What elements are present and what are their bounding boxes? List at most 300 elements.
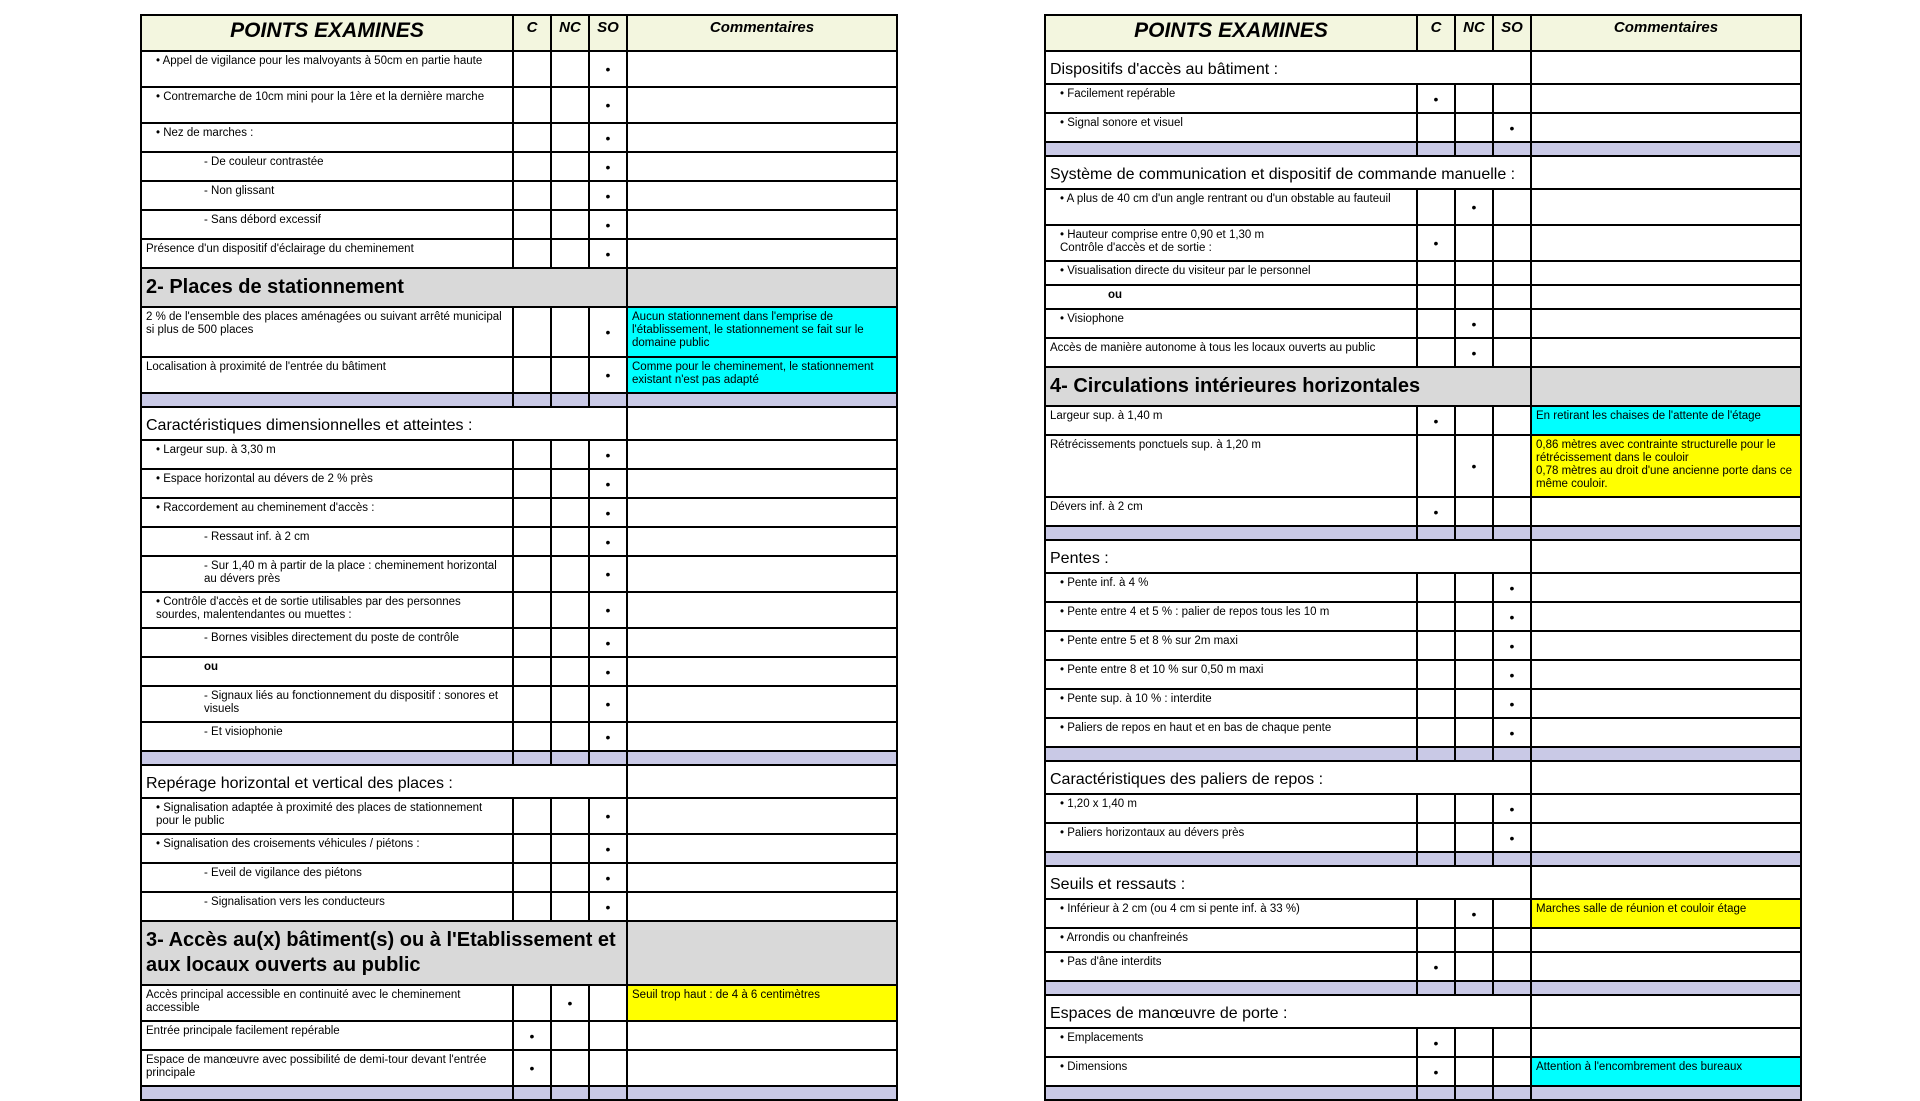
section-heading-row xyxy=(141,268,897,307)
status-cell-c xyxy=(1417,928,1455,952)
point-label: • Espace horizontal au dévers de 2 % près xyxy=(141,469,513,498)
status-cell-c xyxy=(513,87,551,123)
subheading-title: Pentes : xyxy=(1045,540,1531,573)
status-cell-nc xyxy=(551,556,589,592)
separator-cell xyxy=(1417,981,1455,995)
status-cell-nc xyxy=(1455,338,1493,367)
status-cell-so xyxy=(1493,899,1531,928)
section-heading-row xyxy=(141,921,897,985)
checklist-row xyxy=(1045,113,1801,142)
status-cell-c xyxy=(513,722,551,751)
status-cell-c xyxy=(513,657,551,686)
comment-cell xyxy=(627,123,897,152)
comment-cell: Aucun stationnement dans l'emprise de l'établissement, le stationnement se fait sur le domaine public xyxy=(627,307,897,357)
checklist-row xyxy=(1045,189,1801,225)
status-mark-so: • xyxy=(605,129,611,146)
status-mark-c: • xyxy=(1433,412,1439,429)
status-cell-nc xyxy=(551,1050,589,1086)
section-comment-cell xyxy=(627,921,897,985)
comment-cell xyxy=(627,628,897,657)
point-label: • Pente inf. à 4 % xyxy=(1045,573,1417,602)
status-cell-c xyxy=(1417,309,1455,338)
status-cell-so xyxy=(589,892,627,921)
separator-cell xyxy=(1493,852,1531,866)
status-cell-nc xyxy=(1455,823,1493,852)
status-mark-so: • xyxy=(605,504,611,521)
separator-cell xyxy=(1455,526,1493,540)
status-cell-c xyxy=(513,985,551,1021)
header-comments: Commentaires xyxy=(1531,15,1801,51)
checklist-table-left xyxy=(140,14,898,1101)
comment-cell xyxy=(627,834,897,863)
status-cell-nc xyxy=(1455,435,1493,497)
comment-cell xyxy=(627,657,897,686)
checklist-row xyxy=(1045,309,1801,338)
status-cell-nc xyxy=(551,628,589,657)
separator-cell xyxy=(589,751,627,765)
comment-cell: Comme pour le cheminement, le stationnement existant n'est pas adapté xyxy=(627,357,897,393)
checklist-row xyxy=(141,123,897,152)
status-mark-so: • xyxy=(605,533,611,550)
point-label: • Pente sup. à 10 % : interdite xyxy=(1045,689,1417,718)
status-mark-so: • xyxy=(605,216,611,233)
status-cell-nc xyxy=(1455,573,1493,602)
status-cell-so xyxy=(1493,261,1531,285)
status-mark-so: • xyxy=(605,898,611,915)
status-cell-nc xyxy=(551,181,589,210)
status-cell-c xyxy=(1417,113,1455,142)
section-title: 2- Places de stationnement xyxy=(141,268,627,307)
status-mark-so: • xyxy=(605,869,611,886)
comment-cell xyxy=(627,152,897,181)
status-cell-so xyxy=(589,556,627,592)
comment-cell xyxy=(1531,952,1801,981)
separator-cell xyxy=(551,1086,589,1100)
status-cell-so xyxy=(1493,573,1531,602)
status-cell-so xyxy=(1493,660,1531,689)
status-cell-nc xyxy=(1455,309,1493,338)
comment-cell xyxy=(1531,1028,1801,1057)
status-cell-c xyxy=(1417,1028,1455,1057)
checklist-row xyxy=(141,985,897,1021)
separator-cell xyxy=(1493,526,1531,540)
separator-cell xyxy=(513,1086,551,1100)
status-cell-so xyxy=(1493,497,1531,526)
checklist-row xyxy=(141,51,897,87)
status-mark-so: • xyxy=(1509,119,1515,136)
status-cell-nc xyxy=(1455,113,1493,142)
separator-cell xyxy=(627,1086,897,1100)
separator-row xyxy=(1045,142,1801,156)
status-cell-so xyxy=(1493,928,1531,952)
comment-cell xyxy=(1531,866,1801,899)
status-cell-c xyxy=(513,556,551,592)
checklist-row xyxy=(1045,602,1801,631)
point-label: • Raccordement au cheminement d'accès : xyxy=(141,498,513,527)
section-title: 4- Circulations intérieures horizontales xyxy=(1045,367,1531,406)
status-cell-nc xyxy=(1455,1028,1493,1057)
header-nc: NC xyxy=(551,15,589,51)
checklist-left-page xyxy=(140,14,896,1101)
comment-cell xyxy=(1531,718,1801,747)
status-cell-c xyxy=(1417,899,1455,928)
separator-cell xyxy=(141,751,513,765)
separator-row xyxy=(1045,852,1801,866)
comment-cell xyxy=(1531,602,1801,631)
comment-cell xyxy=(627,181,897,210)
status-mark-c: • xyxy=(529,1060,535,1076)
separator-cell xyxy=(513,393,551,407)
status-cell-so xyxy=(1493,113,1531,142)
subheading-title: Caractéristiques dimensionnelles et atteintes : xyxy=(141,407,627,440)
separator-cell xyxy=(1455,1086,1493,1100)
checklist-row xyxy=(1045,823,1801,852)
point-label: Localisation à proximité de l'entrée du bâtiment xyxy=(141,357,513,393)
checklist-row xyxy=(141,152,897,181)
status-cell-c xyxy=(1417,285,1455,309)
checklist-row xyxy=(1045,406,1801,435)
separator-cell xyxy=(1417,852,1455,866)
separator-cell xyxy=(1493,142,1531,156)
comment-cell xyxy=(1531,156,1801,189)
comment-cell xyxy=(1531,761,1801,794)
point-label: Espace de manœuvre avec possibilité de demi-tour devant l'entrée principale xyxy=(141,1050,513,1086)
separator-cell xyxy=(551,393,589,407)
status-cell-c xyxy=(1417,952,1455,981)
comment-cell xyxy=(1531,285,1801,309)
status-cell-c xyxy=(1417,718,1455,747)
status-mark-so: • xyxy=(1509,800,1515,817)
comment-cell xyxy=(1531,540,1801,573)
point-label: Présence d'un dispositif d'éclairage du cheminement xyxy=(141,239,513,268)
point-label: • Pente entre 4 et 5 % : palier de repos tous les 10 m xyxy=(1045,602,1417,631)
status-cell-c xyxy=(1417,84,1455,113)
separator-cell xyxy=(1531,526,1801,540)
status-cell-so xyxy=(1493,189,1531,225)
point-label: • Pente entre 8 et 10 % sur 0,50 m maxi xyxy=(1045,660,1417,689)
separator-row xyxy=(1045,526,1801,540)
status-cell-so xyxy=(1493,435,1531,497)
comment-cell xyxy=(627,469,897,498)
section-comment-cell xyxy=(627,268,897,307)
point-label: • Hauteur comprise entre 0,90 et 1,30 m Contrôle d'accès et de sortie : xyxy=(1045,225,1417,261)
subheading-title: Caractéristiques des paliers de repos : xyxy=(1045,761,1531,794)
checklist-row xyxy=(1045,261,1801,285)
separator-cell xyxy=(1455,981,1493,995)
comment-cell xyxy=(627,686,897,722)
comment-cell: En retirant les chaises de l'attente de l'étage xyxy=(1531,406,1801,435)
status-cell-nc xyxy=(551,51,589,87)
comment-cell xyxy=(627,863,897,892)
status-cell-so xyxy=(589,210,627,239)
status-cell-so xyxy=(589,527,627,556)
status-cell-so xyxy=(589,87,627,123)
status-mark-nc: • xyxy=(1471,344,1477,361)
subheading-row xyxy=(141,765,897,798)
separator-cell xyxy=(1493,747,1531,761)
status-cell-c xyxy=(1417,602,1455,631)
status-mark-so: • xyxy=(1509,579,1515,596)
status-mark-so: • xyxy=(605,808,611,824)
status-cell-c xyxy=(513,628,551,657)
point-label: - Et visiophonie xyxy=(141,722,513,751)
status-cell-nc xyxy=(551,469,589,498)
status-mark-c: • xyxy=(1433,1034,1439,1051)
status-cell-c xyxy=(1417,1057,1455,1086)
comment-cell xyxy=(627,1021,897,1050)
status-cell-nc xyxy=(551,210,589,239)
status-mark-so: • xyxy=(605,97,611,113)
comment-cell xyxy=(627,765,897,798)
comment-cell xyxy=(1531,338,1801,367)
comment-cell xyxy=(1531,928,1801,952)
status-cell-so xyxy=(1493,631,1531,660)
checklist-row xyxy=(141,863,897,892)
header-points: POINTS EXAMINES xyxy=(1045,15,1417,51)
point-label: ou xyxy=(141,657,513,686)
separator-cell xyxy=(1493,981,1531,995)
status-mark-c: • xyxy=(1433,90,1439,107)
header-so: SO xyxy=(1493,15,1531,51)
status-cell-nc xyxy=(551,440,589,469)
status-cell-so xyxy=(589,686,627,722)
point-label: • Signalisation des croisements véhicules / piétons : xyxy=(141,834,513,863)
status-cell-nc xyxy=(1455,689,1493,718)
separator-cell xyxy=(1045,852,1417,866)
status-mark-so: • xyxy=(605,566,611,582)
status-mark-so: • xyxy=(605,696,611,712)
status-cell-so xyxy=(1493,406,1531,435)
status-cell-nc xyxy=(1455,84,1493,113)
separator-cell xyxy=(627,393,897,407)
point-label: • Arrondis ou chanfreinés xyxy=(1045,928,1417,952)
status-mark-nc: • xyxy=(1471,199,1477,215)
status-mark-so: • xyxy=(1509,666,1515,683)
comment-cell xyxy=(1531,631,1801,660)
status-cell-so xyxy=(589,834,627,863)
comment-cell xyxy=(1531,309,1801,338)
status-cell-so xyxy=(589,985,627,1021)
checklist-row xyxy=(141,834,897,863)
status-cell-nc xyxy=(1455,497,1493,526)
point-label: • Appel de vigilance pour les malvoyants à 50cm en partie haute xyxy=(141,51,513,87)
comment-cell xyxy=(1531,497,1801,526)
separator-row xyxy=(1045,747,1801,761)
subheading-row xyxy=(1045,156,1801,189)
separator-cell xyxy=(589,393,627,407)
checklist-row xyxy=(1045,660,1801,689)
point-label: • Contrôle d'accès et de sortie utilisables par des personnes sourdes, malentendantes ou muettes : xyxy=(141,592,513,628)
status-cell-so xyxy=(1493,952,1531,981)
separator-cell xyxy=(1493,1086,1531,1100)
status-cell-nc xyxy=(551,307,589,357)
status-cell-so xyxy=(1493,1028,1531,1057)
comment-cell: 0,86 mètres avec contrainte structurelle pour le rétrécissement dans le couloir 0,78 mètres au droit d'une ancienne porte dans ce même couloir. xyxy=(1531,435,1801,497)
status-cell-nc xyxy=(551,123,589,152)
subheading-row xyxy=(1045,995,1801,1028)
status-cell-nc xyxy=(551,722,589,751)
checklist-row xyxy=(141,87,897,123)
checklist-row xyxy=(141,556,897,592)
status-cell-nc xyxy=(1455,1057,1493,1086)
status-cell-c xyxy=(1417,435,1455,497)
checklist-row xyxy=(141,440,897,469)
comment-cell xyxy=(1531,84,1801,113)
separator-row xyxy=(141,393,897,407)
status-cell-c xyxy=(1417,660,1455,689)
point-label: - Sur 1,40 m à partir de la place : cheminement horizontal au dévers près xyxy=(141,556,513,592)
status-cell-c xyxy=(513,51,551,87)
subheading-row xyxy=(141,407,897,440)
checklist-table-right xyxy=(1044,14,1802,1101)
separator-cell xyxy=(551,751,589,765)
checklist-row xyxy=(1045,338,1801,367)
point-label: • Nez de marches : xyxy=(141,123,513,152)
point-label: - Bornes visibles directement du poste de contrôle xyxy=(141,628,513,657)
status-cell-c xyxy=(513,863,551,892)
checklist-row xyxy=(1045,84,1801,113)
comment-cell xyxy=(1531,573,1801,602)
point-label: - Non glissant xyxy=(141,181,513,210)
separator-cell xyxy=(1455,142,1493,156)
status-cell-so xyxy=(1493,84,1531,113)
point-label: • Paliers horizontaux au dévers près xyxy=(1045,823,1417,852)
subheading-row xyxy=(1045,761,1801,794)
separator-cell xyxy=(1531,981,1801,995)
point-label: • Signalisation adaptée à proximité des places de stationnement pour le public xyxy=(141,798,513,834)
comment-cell xyxy=(627,1050,897,1086)
status-cell-c xyxy=(513,834,551,863)
status-mark-so: • xyxy=(605,187,611,204)
comment-cell xyxy=(1531,261,1801,285)
status-cell-nc xyxy=(551,657,589,686)
point-label: • Visualisation directe du visiteur par le personnel xyxy=(1045,261,1417,285)
subheading-row xyxy=(1045,540,1801,573)
checklist-row xyxy=(141,1021,897,1050)
status-cell-c xyxy=(513,123,551,152)
status-mark-so: • xyxy=(605,324,611,340)
point-label: • A plus de 40 cm d'un angle rentrant ou d'un obstable au fauteuil xyxy=(1045,189,1417,225)
separator-cell xyxy=(1455,852,1493,866)
status-cell-c xyxy=(513,1050,551,1086)
status-cell-nc xyxy=(1455,660,1493,689)
separator-cell xyxy=(1045,747,1417,761)
status-cell-nc xyxy=(1455,261,1493,285)
table-body-left xyxy=(141,51,897,1100)
checklist-row xyxy=(1045,285,1801,309)
header-c: C xyxy=(1417,15,1455,51)
status-cell-so xyxy=(589,123,627,152)
checklist-row xyxy=(1045,689,1801,718)
status-cell-nc xyxy=(1455,285,1493,309)
status-cell-so xyxy=(1493,338,1531,367)
status-cell-so xyxy=(1493,718,1531,747)
point-label: • Pas d'âne interdits xyxy=(1045,952,1417,981)
status-cell-so xyxy=(589,440,627,469)
status-mark-so: • xyxy=(605,446,611,463)
comment-cell xyxy=(627,892,897,921)
point-label: • Contremarche de 10cm mini pour la 1ère et la dernière marche xyxy=(141,87,513,123)
status-cell-c xyxy=(513,686,551,722)
comment-cell: Attention à l'encombrement des bureaux xyxy=(1531,1057,1801,1086)
status-cell-nc xyxy=(1455,928,1493,952)
comment-cell xyxy=(1531,823,1801,852)
comment-cell xyxy=(627,498,897,527)
comment-cell xyxy=(1531,51,1801,84)
status-cell-c xyxy=(513,469,551,498)
point-label: Dévers inf. à 2 cm xyxy=(1045,497,1417,526)
section-heading-row xyxy=(1045,367,1801,406)
status-cell-c xyxy=(513,152,551,181)
comment-cell xyxy=(627,87,897,123)
comment-cell xyxy=(1531,660,1801,689)
status-cell-so xyxy=(1493,794,1531,823)
status-mark-c: • xyxy=(529,1027,535,1044)
subheading-title: Système de communication et dispositif de commande manuelle : xyxy=(1045,156,1531,189)
status-mark-nc: • xyxy=(1471,315,1477,332)
status-cell-nc xyxy=(551,798,589,834)
point-label: - Signalisation vers les conducteurs xyxy=(141,892,513,921)
checklist-row xyxy=(1045,899,1801,928)
checklist-row xyxy=(141,628,897,657)
point-label: - Sans débord excessif xyxy=(141,210,513,239)
comment-cell xyxy=(1531,689,1801,718)
status-cell-c xyxy=(513,592,551,628)
status-cell-nc xyxy=(551,834,589,863)
separator-cell xyxy=(1531,1086,1801,1100)
status-mark-c: • xyxy=(1433,235,1439,251)
status-cell-so xyxy=(589,152,627,181)
point-label: • Facilement repérable xyxy=(1045,84,1417,113)
status-cell-so xyxy=(589,628,627,657)
status-mark-so: • xyxy=(605,61,611,77)
comment-cell xyxy=(1531,189,1801,225)
status-cell-nc xyxy=(1455,794,1493,823)
checklist-row xyxy=(141,210,897,239)
point-label: ou xyxy=(1045,285,1417,309)
point-label: • Inférieur à 2 cm (ou 4 cm si pente inf. à 33 %) xyxy=(1045,899,1417,928)
checklist-row xyxy=(1045,631,1801,660)
separator-cell xyxy=(1531,747,1801,761)
comment-cell xyxy=(627,239,897,268)
status-mark-so: • xyxy=(1509,637,1515,654)
status-mark-so: • xyxy=(605,475,611,492)
table-header xyxy=(141,15,897,51)
status-cell-c xyxy=(513,440,551,469)
separator-row xyxy=(141,751,897,765)
status-cell-so xyxy=(1493,602,1531,631)
status-mark-so: • xyxy=(605,158,611,175)
comment-cell xyxy=(627,592,897,628)
status-cell-so xyxy=(589,181,627,210)
checklist-row xyxy=(141,357,897,393)
table-body-right xyxy=(1045,51,1801,1100)
separator-cell xyxy=(1045,526,1417,540)
status-cell-nc xyxy=(1455,631,1493,660)
point-label: - Signaux liés au fonctionnement du dispositif : sonores et visuels xyxy=(141,686,513,722)
separator-cell xyxy=(1045,1086,1417,1100)
status-cell-nc xyxy=(551,152,589,181)
separator-cell xyxy=(627,751,897,765)
status-cell-so xyxy=(589,657,627,686)
checklist-row xyxy=(141,657,897,686)
point-label: • Largeur sup. à 3,30 m xyxy=(141,440,513,469)
point-label: - Eveil de vigilance des piétons xyxy=(141,863,513,892)
status-cell-c xyxy=(513,239,551,268)
status-mark-c: • xyxy=(1433,503,1439,520)
checklist-right-page xyxy=(1044,14,1800,1101)
status-cell-so xyxy=(589,1021,627,1050)
